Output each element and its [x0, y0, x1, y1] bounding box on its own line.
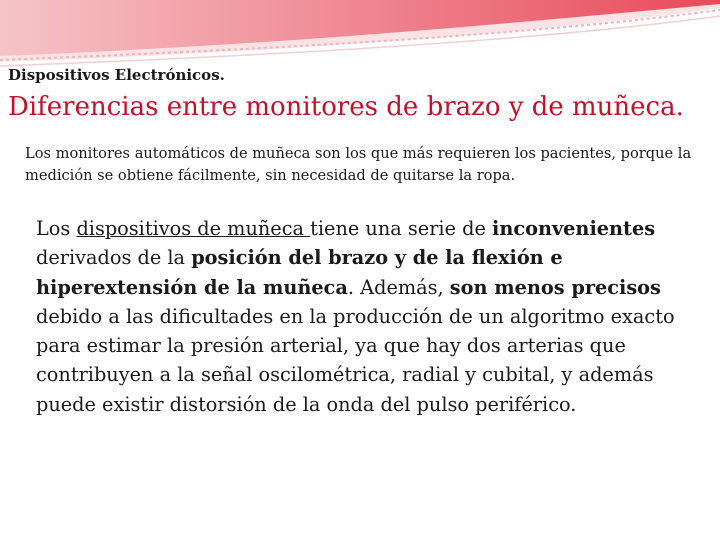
slide-title: Diferencias entre monitores de brazo y de muñeca.	[8, 92, 684, 122]
body-bold-2: posición del brazo y de la flexión e hiperextensión de la muñeca	[36, 246, 563, 299]
slide-subtitle: Dispositivos Electrónicos.	[8, 66, 225, 84]
body-text-2: tiene una serie de	[310, 217, 492, 240]
body-bold-3: son menos precisos	[449, 275, 661, 299]
intro-paragraph: Los monitores automáticos de muñeca son los que más requieren los pacientes, porque la medición se obtiene fácilmente, sin necesidad de quitarse la ropa.	[25, 145, 692, 184]
body-bold-1: inconvenientes	[492, 217, 656, 240]
main-paragraph	[36, 214, 706, 419]
body-text-1: Los	[36, 217, 77, 240]
body-text-5: debido a las dificultades en la producción de un algoritmo exacto para estimar la presión arterial, ya que hay dos arterias que contribuyen a la señal oscilométrica, radial y cubital, y además puede existir distorsión de la onda del pulso periférico.	[36, 304, 675, 416]
body-text-3: derivados de la	[36, 246, 192, 270]
body-underlined-phrase: dispositivos de muñeca	[76, 217, 311, 240]
body-text-4: . Además,	[347, 275, 450, 299]
